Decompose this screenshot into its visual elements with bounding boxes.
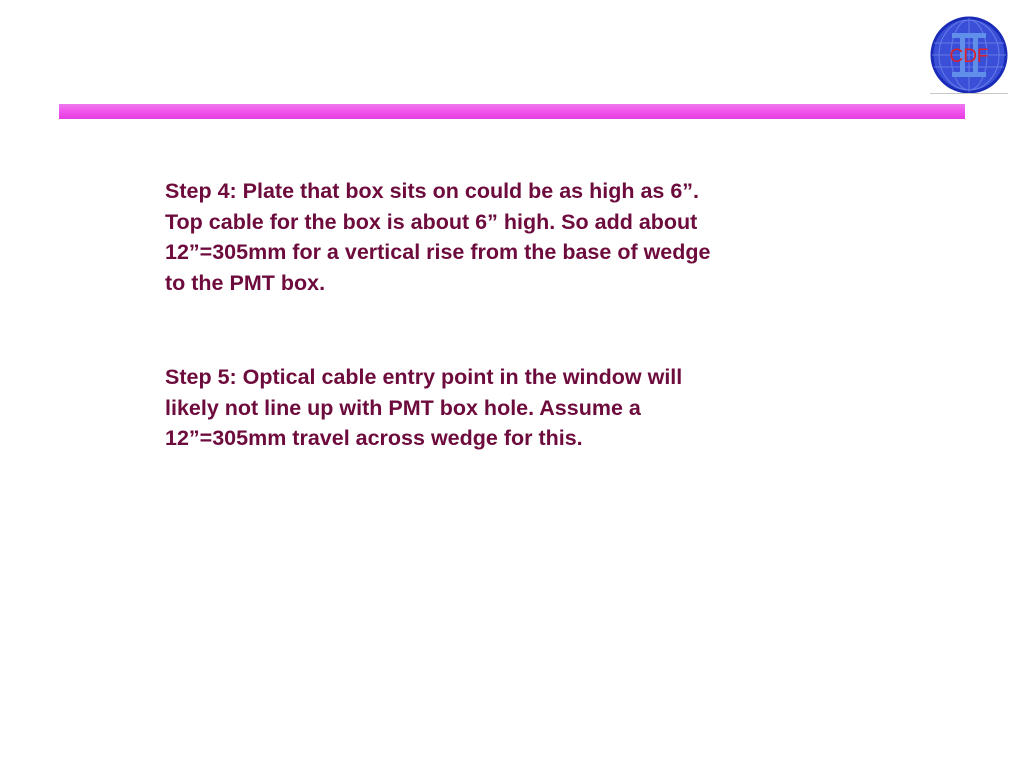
logo-text: CDF (949, 46, 989, 67)
logo-underline (930, 93, 1008, 94)
step-5-text: Step 5: Optical cable entry point in the window will likely not line up with PMT box hole. Assume a 12”=305mm travel across wedge for this. (165, 365, 683, 450)
header-bar (59, 104, 965, 119)
cdf-logo (930, 16, 1008, 94)
step-4-text: Step 4: Plate that box sits on could be as high as 6”. Top cable for the box is about 6” high. So add about 12”=305mm for a vertical rise from the base of wedge to the PMT box. (165, 179, 711, 295)
